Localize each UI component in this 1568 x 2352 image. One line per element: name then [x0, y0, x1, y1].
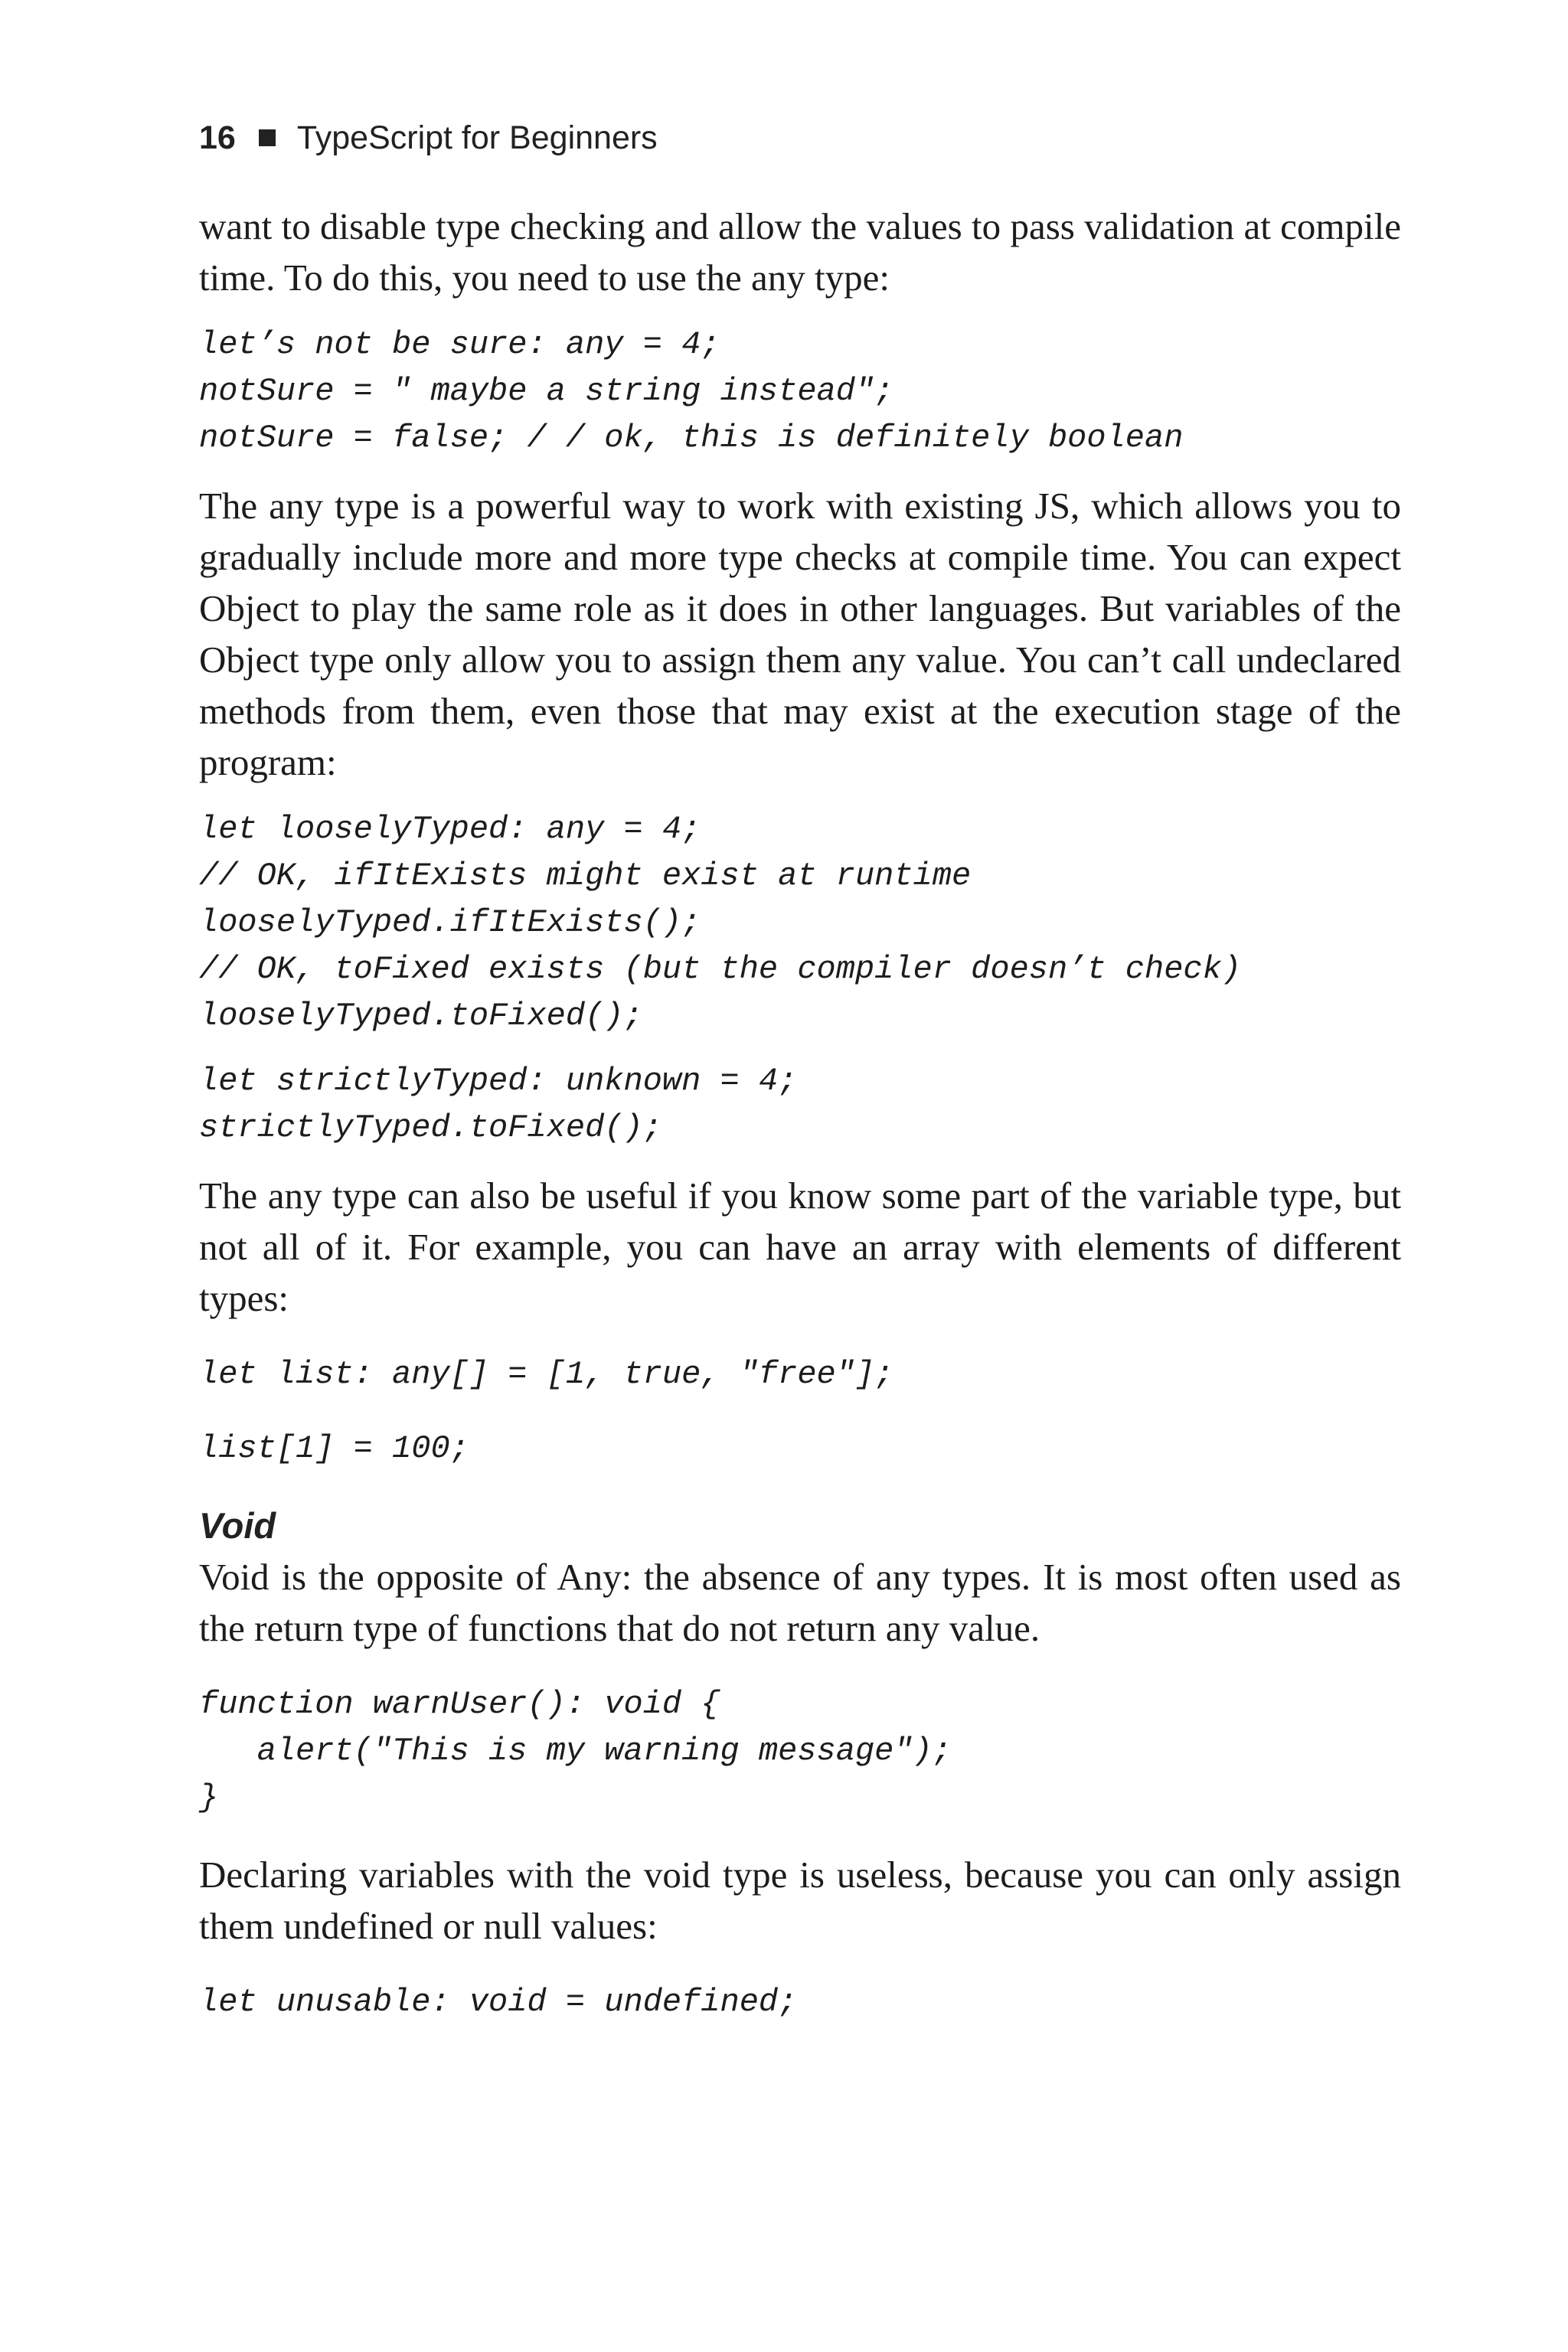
code-block-not-sure: let’s not be sure: any = 4; notSure = " maybe a string instead"; notSure = false; / / ok, this is definitely boolean: [199, 326, 1184, 456]
code-block-unusable: let unusable: void = undefined;: [199, 1984, 798, 2020]
running-head: [199, 115, 1401, 161]
paragraph-void-variables: Declaring variables with the void type is useless, because you can only assign them undefined or null values:: [199, 1854, 1401, 1947]
code-block-list-assign: list[1] = 100;: [199, 1430, 469, 1467]
code-block-strictly-typed: let strictlyTyped: unknown = 4; strictlyTyped.toFixed();: [199, 1063, 798, 1146]
paragraph-void-intro: Void is the opposite of Any: the absence of any types. It is most often used as the return type of functions that do not return any value.: [199, 1556, 1401, 1649]
book-page: [199, 115, 1401, 2026]
code-block-list-decl: let list: any[] = [1, true, "free"];: [199, 1356, 894, 1393]
paragraph-any-array: The any type can also be useful if you know some part of the variable type, but not all of it. For example, you can have an array with elements of different types:: [199, 1174, 1401, 1319]
square-bullet-icon: [259, 129, 276, 146]
section-heading-void: Void: [199, 1505, 276, 1546]
code-block-warn-user: function warnUser(): void { alert("This is my warning message"); }: [199, 1686, 952, 1816]
code-block-loosely-typed: let looselyTyped: any = 4; // OK, ifItExists might exist at runtime looselyTyped.ifItExists(); // OK, toFixed exists (but the compiler doesn’t check) looselyTyped.toFixed();: [199, 811, 1242, 1034]
page-number: 16: [199, 119, 236, 156]
paragraph-any-powerful: The any type is a powerful way to work with existing JS, which allows you to gradually include more and more type checks at compile time. You can expect Object to play the same role as it does in other languages. But variables of the Object type only allow you to assign them any value. You can’t call undeclared methods from them, even those that may exist at the execution stage of the program:: [199, 485, 1401, 783]
book-title: TypeScript for Beginners: [296, 119, 658, 156]
paragraph-any-intro: want to disable type checking and allow the values to pass validation at compile time. To do this, you need to use the any type:: [199, 205, 1401, 299]
